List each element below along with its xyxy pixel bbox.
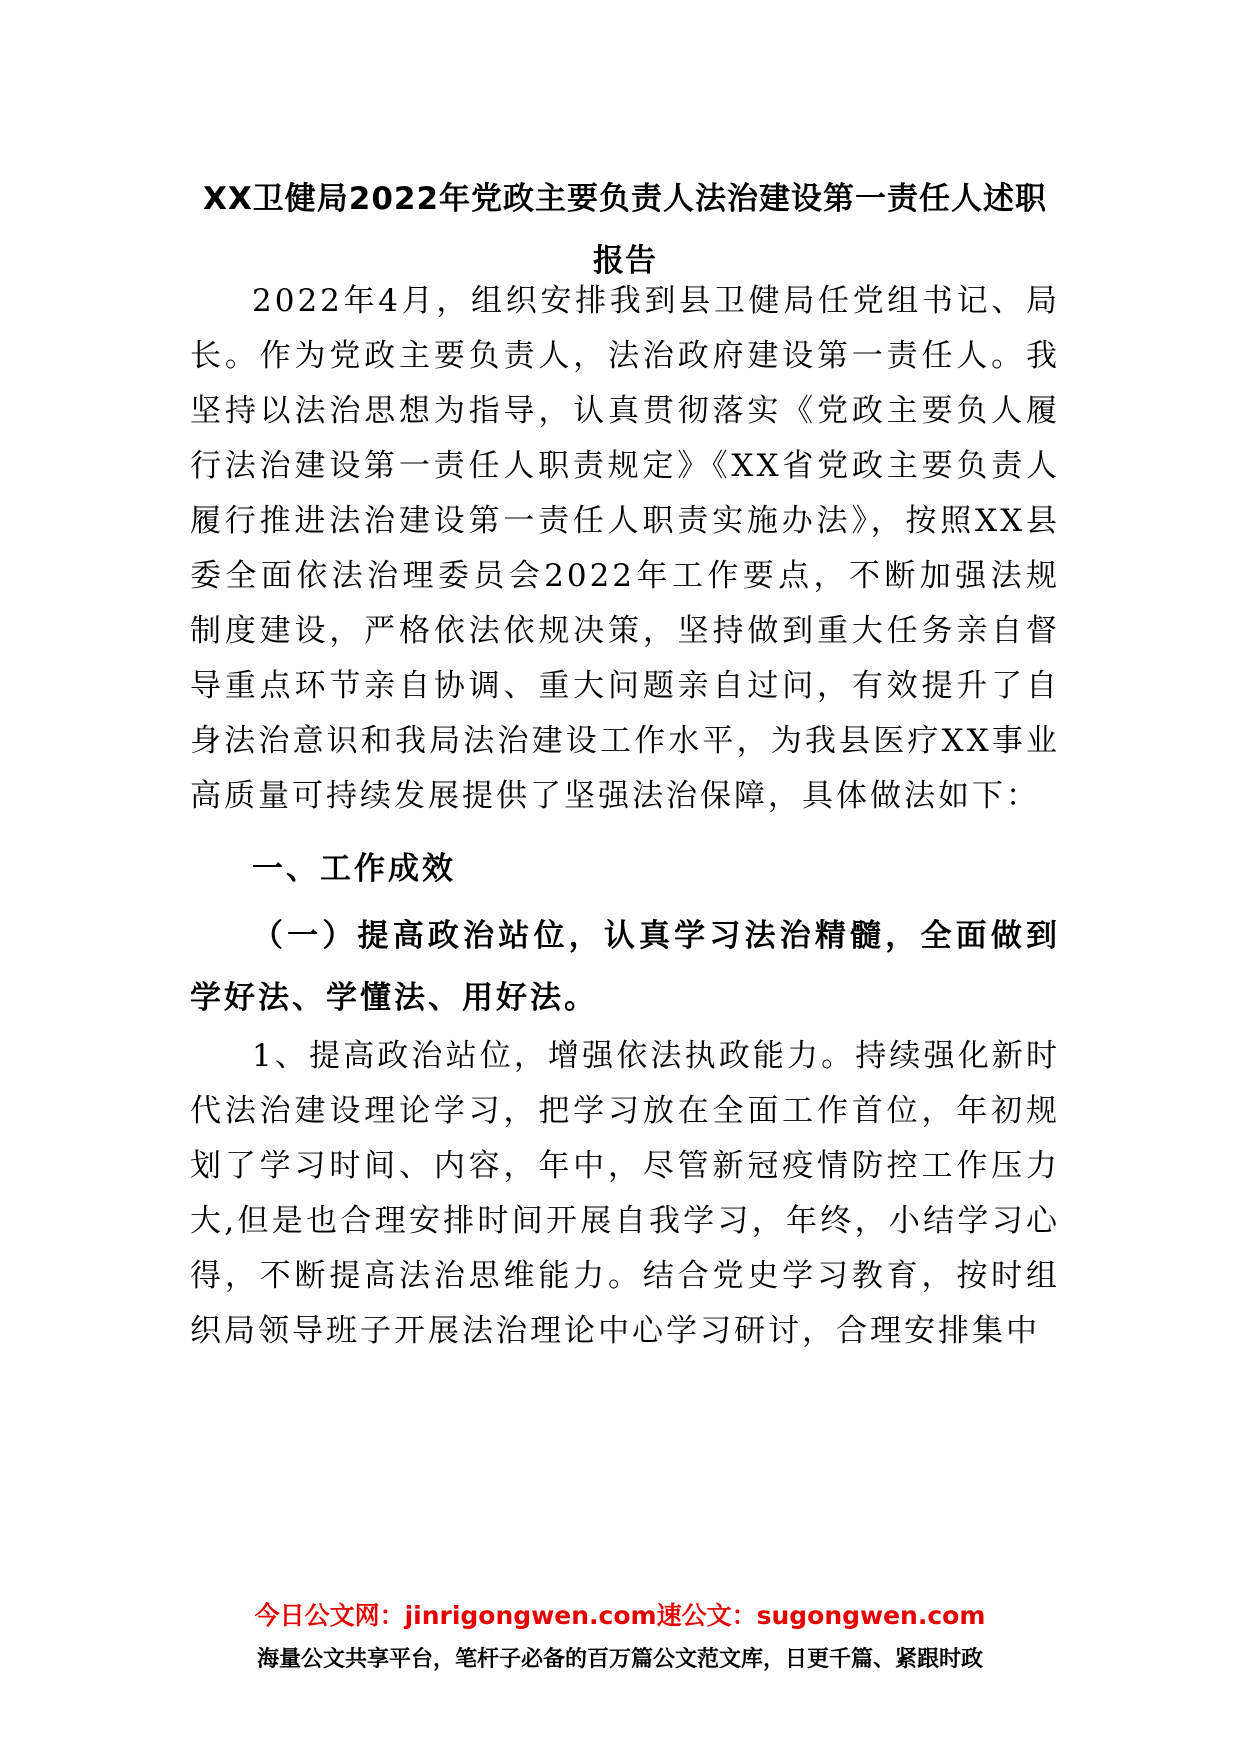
footer-slogan: 海量公文共享平台，笔杆子必备的百万篇公文范文库，日更千篇、紧跟时政	[256, 1647, 983, 1672]
document-body	[190, 274, 1060, 1359]
subsection-heading: （一）提高政治站位，认真学习法治精髓，全面做到学好法、学懂法、用好法。	[190, 918, 1060, 1016]
footer-banner	[0, 1596, 1240, 1680]
section-heading: 一、工作成效	[252, 851, 456, 887]
body-paragraph: 1、提高政治站位，增强依法执政能力。持续强化新时代法治建设理论学习，把学习放在全面工作首位，年初规划了学习时间、内容，年中，尽管新冠疫情防控工作压力大,但是也合理安排时间开展自我学习，年终，小结学习心得，不断提高法治思维能力。结合党史学习教育，按时组织局领导班子开展法治理论中心学习研讨，合理安排集中	[190, 1038, 1060, 1349]
page-title: XX卫健局2022年党政主要负责人法治建设第一责任人述职报告	[202, 181, 1048, 279]
intro-paragraph: 2022年4月，组织安排我到县卫健局任党组书记、局长。作为党政主要负责人，法治政府建设第一责任人。我坚持以法治思想为指导，认真贯彻落实《党政主要负人履行法治建设第一责任人职责规定》《XX省党政主要负责人履行推进法治建设第一责任人职责实施办法》，按照XX县委全面依法治理委员会2022年工作要点，不断加强法规制度建设，严格依法依规决策，坚持做到重大任务亲自督导重点环节亲自协调、重大问题亲自过问，有效提升了自身法治意识和我局法治建设工作水平，为我县医疗XX事业高质量可持续发展提供了坚强法治保障，具体做法如下：	[190, 283, 1060, 814]
footer-site-links[interactable]: 今日公文网：jinrigongwen.com速公文：sugongwen.com	[254, 1601, 986, 1630]
